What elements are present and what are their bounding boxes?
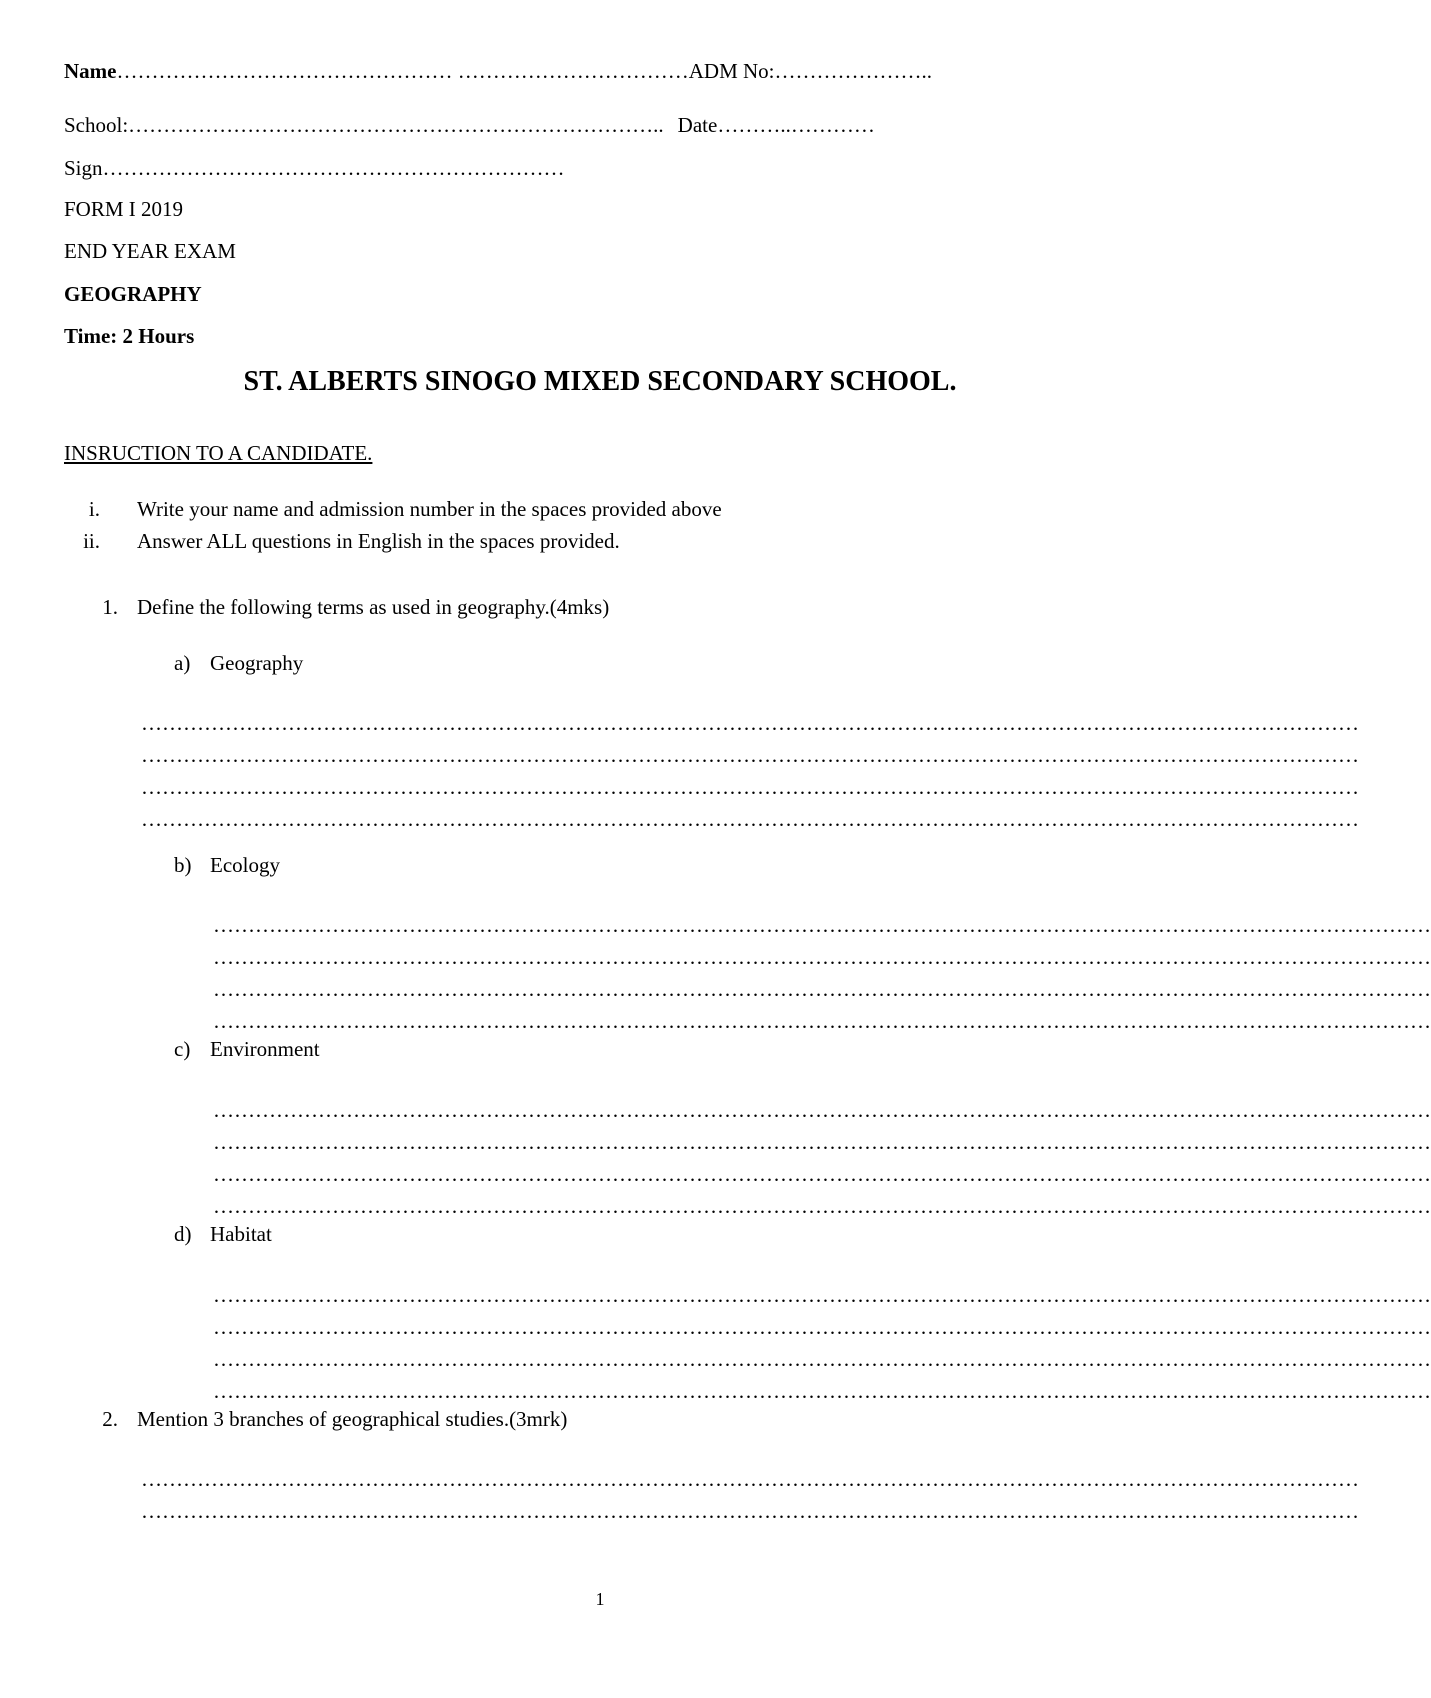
answer-line[interactable]: ………………………………………………………………………………………………………………………………………………………… [213, 945, 1431, 969]
part-term: Geography [210, 651, 304, 675]
answer-line[interactable]: ………………………………………………………………………………………………………………………………………………………… [213, 1194, 1431, 1218]
answer-line[interactable]: ………………………………………………………………………………………………………………………………………………………… [141, 1499, 1359, 1523]
name-row [64, 58, 932, 84]
instruction-num: ii. [83, 529, 100, 553]
part-label: c) [174, 1037, 191, 1061]
answer-line[interactable]: ………………………………………………………………………………………………………………………………………………………… [213, 1162, 1431, 1186]
answer-line[interactable]: ………………………………………………………………………………………………………………………………………………………… [213, 1347, 1431, 1371]
question-number: 1. [102, 595, 118, 619]
name-label: Name [64, 59, 117, 83]
instruction-num: i. [88, 497, 100, 521]
answer-line[interactable]: ………………………………………………………………………………………………………………………………………………………… [213, 1130, 1431, 1154]
part-term: Habitat [210, 1222, 272, 1246]
answer-line[interactable]: ………………………………………………………………………………………………………………………………………………………… [141, 743, 1359, 767]
instructions-heading: INSRUCTION TO A CANDIDATE. [64, 441, 373, 465]
answer-line[interactable]: ………………………………………………………………………………………………………………………………………………………… [141, 807, 1359, 831]
school-row [64, 112, 875, 138]
answer-line[interactable]: ………………………………………………………………………………………………………………………………………………………… [213, 1098, 1431, 1122]
answer-line[interactable]: ………………………………………………………………………………………………………………………………………………………… [213, 1379, 1431, 1403]
answer-line[interactable]: ………………………………………………………………………………………………………………………………………………………… [213, 913, 1431, 937]
answer-line[interactable]: ………………………………………………………………………………………………………………………………………………………… [213, 1315, 1431, 1339]
part-term: Environment [210, 1037, 320, 1061]
adm-field[interactable]: ………………….. [774, 59, 932, 83]
form-year: FORM I 2019 [64, 197, 184, 221]
instruction-text: Write your name and admission number in the spaces provided above [137, 497, 722, 521]
answer-line[interactable]: ………………………………………………………………………………………………………………………………………………………… [141, 775, 1359, 799]
part-term: Ecology [210, 853, 280, 877]
name-field[interactable]: ………………………………………… …………………………… [116, 59, 689, 83]
page-number: 1 [595, 1589, 605, 1609]
answer-line[interactable]: ………………………………………………………………………………………………………………………………………………………… [213, 977, 1431, 1001]
adm-label: ADM No: [688, 59, 775, 83]
answer-line[interactable]: ………………………………………………………………………………………………………………………………………………………… [213, 1283, 1431, 1307]
part-label: b) [174, 853, 192, 877]
school-field[interactable]: ………………………………………………………………….. [128, 113, 664, 137]
date-field[interactable]: ………..………… [717, 113, 875, 137]
answer-line[interactable]: ………………………………………………………………………………………………………………………………………………………… [141, 711, 1359, 735]
answer-line[interactable]: ………………………………………………………………………………………………………………………………………………………… [141, 1467, 1359, 1491]
part-label: a) [174, 651, 191, 675]
date-label: Date [677, 113, 718, 137]
part-label: d) [174, 1222, 192, 1246]
answer-line[interactable]: ………………………………………………………………………………………………………………………………………………………… [213, 1009, 1431, 1033]
sign-field[interactable]: ………………………………………………………… [102, 156, 565, 180]
question-text: Mention 3 branches of geographical studies.(3mrk) [137, 1407, 568, 1431]
school-label: School: [64, 113, 129, 137]
sign-row [64, 155, 565, 181]
exam-time: Time: 2 Hours [64, 324, 195, 348]
sign-label: Sign [64, 156, 103, 180]
question-text: Define the following terms as used in geography.(4mks) [137, 595, 610, 619]
school-name: ST. ALBERTS SINOGO MIXED SECONDARY SCHOOL. [243, 366, 957, 397]
instruction-text: Answer ALL questions in English in the spaces provided. [137, 529, 620, 553]
question-number: 2. [102, 1407, 118, 1431]
subject-title: GEOGRAPHY [64, 282, 202, 306]
exam-title: END YEAR EXAM [64, 239, 236, 263]
